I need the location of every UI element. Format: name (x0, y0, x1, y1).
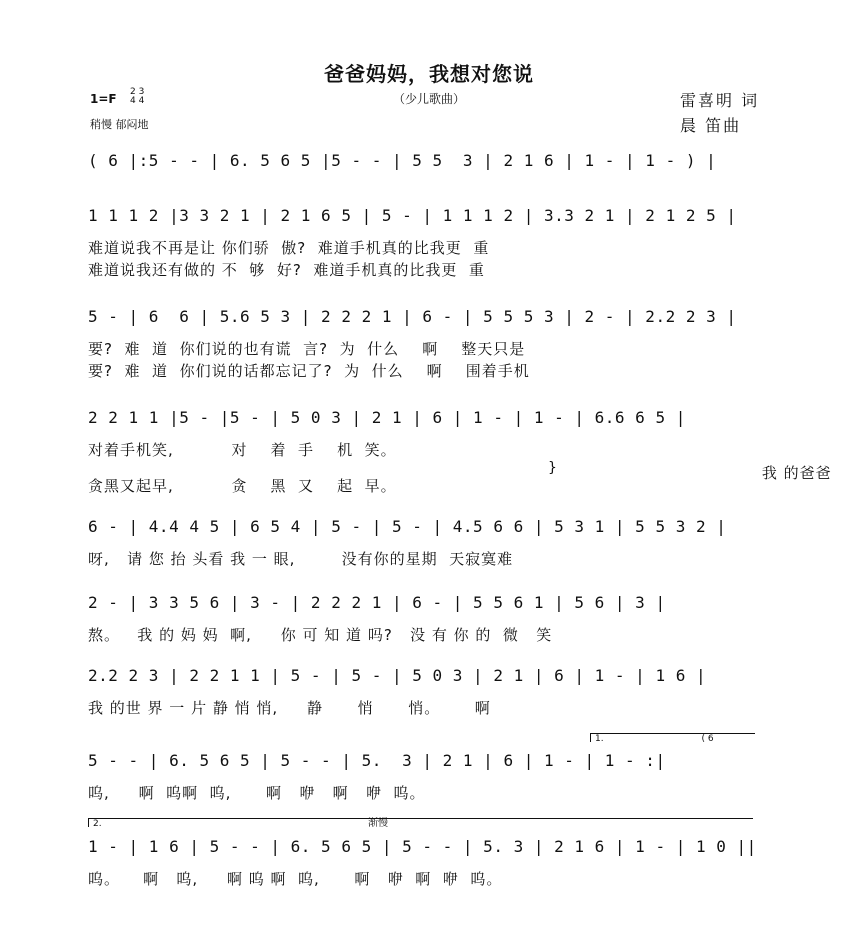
verse-brace: } (548, 460, 557, 476)
notation: 2.2 2 3 | 2 2 1 1 | 5 - | 5 - | 5 0 3 | 2 1 | 6 | 1 - | 1 6 | (88, 666, 707, 685)
lyric-verse-1: 对着手机笑, 对 着 手 机 笑。 (88, 441, 397, 459)
notation: 1 - | 1 6 | 5 - - | 6. 5 6 5 | 5 - - | 5. 3 | 2 1 6 | 1 - | 1 0 || (88, 837, 757, 856)
composer-credit: 晨 笛曲 (680, 116, 742, 135)
score-line-4 (88, 516, 768, 570)
score-line-6 (88, 665, 768, 719)
score-line-intro (88, 150, 768, 172)
lyric-verse-1: 呜。 啊 呜, 啊 呜 啊 呜, 啊 咿 啊 咿 呜。 (88, 870, 503, 888)
ritardando-marking: 渐慢 (368, 818, 388, 829)
notation: 1 1 1 2 |3 3 2 1 | 2 1 6 5 | 5 - | 1 1 1 2 | 3.3 2 1 | 2 1 2 5 | (88, 206, 737, 225)
notation: 6 - | 4.4 4 5 | 6 5 4 | 5 - | 5 - | 4.5 6 6 | 5 3 1 | 5 5 3 2 | (88, 517, 727, 536)
time-signature (130, 88, 144, 106)
lyric-bridge-intro: 我 的爸爸 (560, 464, 832, 482)
first-ending-bracket (590, 733, 755, 742)
first-ending-note: ( 6 (701, 734, 714, 744)
score-line-7 (88, 750, 768, 804)
score-line-5 (88, 592, 768, 646)
notation: 5 - - | 6. 5 6 5 | 5 - - | 5. 3 | 2 1 | 6 | 1 - | 1 - :| (88, 751, 666, 770)
notation: 5 - | 6 6 | 5.6 5 3 | 2 2 2 1 | 6 - | 5 5 5 3 | 2 - | 2.2 2 3 | (88, 307, 737, 326)
score-line-8 (88, 836, 768, 890)
lyric-verse-1: 熬。 我 的 妈 妈 啊, 你 可 知 道 吗? 没 有 你 的 微 笑 (88, 626, 553, 644)
lyric-verse-2: 要? 难 道 你们说的话都忘记了? 为 什么 啊 围着手机 (88, 362, 530, 380)
meter-bottom: 4 4 (130, 96, 145, 106)
notation: 2 2 1 1 |5 - |5 - | 5 0 3 | 2 1 | 6 | 1 - | 1 - | 6.6 6 5 | (88, 408, 686, 427)
tempo-marking: 稍慢 郁闷地 (90, 118, 149, 131)
score-line-2 (88, 306, 768, 382)
lyric-verse-1: 难道说我不再是让 你们骄 傲? 难道手机真的比我更 重 (88, 239, 490, 257)
notation: ( 6 |:5 - - | 6. 5 6 5 |5 - - | 5 5 3 | 2 1 6 | 1 - | 1 - ) | (88, 151, 717, 170)
first-ending-label: 1. (595, 734, 604, 744)
lyric-verse-1: 呜, 啊 呜啊 呜, 啊 咿 啊 咿 呜。 (88, 784, 426, 802)
score-line-1 (88, 205, 768, 281)
key-signature: 1=F (90, 92, 117, 106)
song-title: 爸爸妈妈，我想对您说 (324, 62, 534, 86)
lyric-verse-2: 贪黑又起早, 贪 黑 又 起 早。 (88, 477, 397, 495)
lyric-verse-1: 我 的世 界 一 片 静 悄 悄, 静 悄 悄。 啊 (88, 699, 491, 717)
lyricist-credit: 雷喜明 词 (680, 91, 760, 110)
lyric-verse-2: 难道说我还有做的 不 够 好? 难道手机真的比我更 重 (88, 261, 485, 279)
notation: 2 - | 3 3 5 6 | 3 - | 2 2 2 1 | 6 - | 5 5 6 1 | 5 6 | 3 | (88, 593, 666, 612)
second-ending-bracket (88, 818, 753, 827)
song-subtitle: （少儿歌曲） (392, 92, 465, 106)
lyric-verse-1: 要? 难 道 你们说的也有谎 言? 为 什么 啊 整天只是 (88, 340, 526, 358)
lyric-verse-1: 呀, 请 您 抬 头看 我 一 眼, 没有你的星期 天寂寞难 (88, 550, 514, 568)
second-ending-label: 2. (93, 819, 102, 829)
meter-top: 2 3 (130, 87, 145, 97)
